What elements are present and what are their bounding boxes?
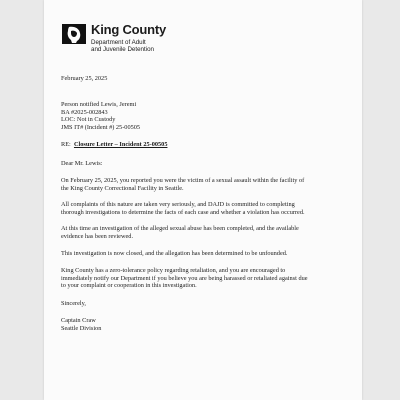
paragraph-line: to your complaint or cooperation in this investigation. bbox=[61, 282, 197, 290]
brand-block bbox=[91, 23, 166, 54]
person-line: LOC: Not in Custody bbox=[61, 116, 116, 124]
paragraph-line: King County has a zero-tolerance policy regarding retaliation, and you are encouraged to bbox=[61, 267, 286, 274]
paragraph bbox=[61, 201, 347, 216]
paragraph bbox=[61, 267, 347, 290]
department-line: Department of Adult bbox=[91, 39, 146, 46]
signature-line: Seattle Division bbox=[61, 324, 102, 332]
re-subject: Closure Letter – Incident 25-00505 bbox=[73, 141, 168, 148]
paragraph-line: All complaints of this nature are taken very seriously, and DAJD is committed to completing bbox=[61, 201, 295, 208]
signature-block bbox=[61, 317, 101, 332]
department-name bbox=[91, 39, 166, 54]
salutation: Dear Mr. Lewis: bbox=[61, 160, 103, 167]
person-block bbox=[61, 101, 140, 131]
re-label: RE: bbox=[61, 141, 71, 148]
letter-date: February 25, 2025 bbox=[61, 75, 108, 82]
paragraph-line: At this time an investigation of the alleged sexual abuse has been completed, and the available bbox=[61, 225, 299, 232]
signature-line: Captain Craw bbox=[61, 317, 96, 324]
closing: Sincerely, bbox=[61, 300, 86, 307]
department-line: and Juvenile Detention bbox=[91, 46, 154, 54]
paragraph-line: immediately notify our Department if you believe you are being harassed or retaliated against due bbox=[61, 274, 308, 282]
paragraph-line: thorough investigations to determine the facts of each case and whether a violation has occurred. bbox=[61, 208, 305, 216]
king-county-logo-icon bbox=[62, 24, 86, 44]
paragraph bbox=[61, 177, 347, 192]
paragraph bbox=[61, 250, 347, 258]
paragraph-line: This investigation is now closed, and the allegation has been determined to be unfounded. bbox=[61, 250, 288, 257]
paragraph-line: the King County Correctional Facility in Seattle. bbox=[61, 184, 184, 192]
person-line: Person notified Lewis, Jeremi bbox=[61, 101, 137, 108]
paragraph-line: On February 25, 2025, you reported you were the victim of a sexual assault within the facility of bbox=[61, 177, 305, 184]
paragraph-line: evidence has been reviewed. bbox=[61, 232, 134, 240]
org-name: King County bbox=[91, 22, 167, 37]
paragraph bbox=[61, 225, 347, 240]
person-line: JMS IT# (Incident #) 25-00505 bbox=[61, 123, 141, 131]
letter-page bbox=[44, 0, 362, 400]
re-line bbox=[61, 141, 167, 149]
person-line: BA #2025-002843 bbox=[61, 108, 108, 116]
